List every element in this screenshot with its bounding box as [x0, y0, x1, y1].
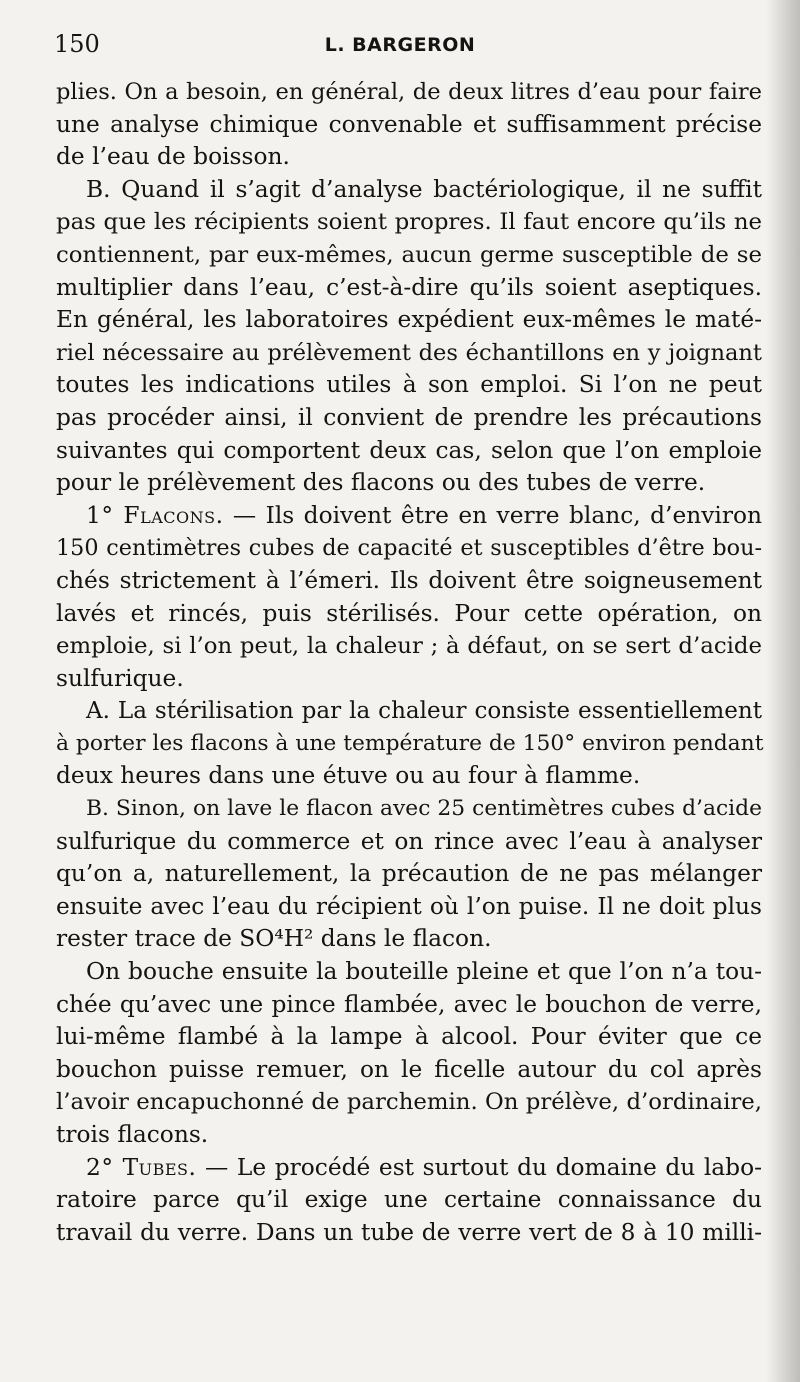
text-line: plies. On a besoin, en général, de deux litres d’eau pour faire	[56, 79, 762, 105]
text-line: On bouche ensuite la bouteille pleine et que l’on n’a tou-	[86, 958, 762, 986]
text-line: sulfurique du commerce et on rince avec l’eau à analyser	[56, 827, 762, 855]
running-title: L. BARGERON	[324, 34, 476, 56]
section-heading-flacons: 1° Flacons.	[86, 501, 224, 529]
text-line: pour le prélèvement des flacons ou des tubes de verre.	[56, 469, 706, 497]
text-line: travail du verre. Dans un tube de verre vert de 8 à 10 milli-	[56, 1218, 762, 1246]
text-line: B. Sinon, on lave le flacon avec 25 centimètres cubes d’acide	[86, 796, 762, 822]
text-line: emploie, si l’on peut, la chaleur ; à défaut, on se sert d’acide	[56, 633, 762, 660]
text-line: à porter les flacons à une température de 150° environ pendant	[56, 730, 764, 756]
text-line: A. La stérilisation par la chaleur consiste essentiellement	[86, 698, 762, 725]
text-line: contiennent, par eux-mêmes, aucun germe susceptible de se	[56, 241, 762, 268]
running-head	[0, 30, 800, 66]
text-line: chés strictement à l’émeri. Ils doivent être soigneusement	[56, 566, 762, 594]
text-line: En général, les laboratoires expédient eux-mêmes le maté-	[56, 306, 762, 334]
text-line: deux heures dans une étuve ou au four à flamme.	[56, 762, 641, 790]
text-line: qu’on a, naturellement, la précaution de ne pas mélanger	[56, 860, 762, 888]
text-line: lui-même flambé à la lampe à alcool. Pour éviter que ce	[56, 1023, 762, 1051]
text-line: 1° Flacons. — Ils doivent être en verre blanc, d’environ	[86, 501, 763, 529]
text-line: une analyse chimique convenable et suffisamment précise	[56, 110, 762, 138]
text-line: ensuite avec l’eau du récipient où l’on puise. Il ne doit plus	[56, 892, 762, 920]
text-line: sulfurique.	[56, 664, 184, 692]
text-line: de l’eau de boisson.	[56, 143, 290, 171]
section-heading-tubes: 2° Tubes.	[86, 1153, 197, 1181]
text-line: multiplier dans l’eau, c’est-à-dire qu’ils soient aseptiques.	[56, 273, 762, 301]
text-line: chée qu’avec une pince flambée, avec le bouchon de verre,	[56, 990, 762, 1018]
text-line: lavés et rincés, puis stérilisés. Pour cette opération, on	[56, 599, 762, 627]
page-number: 150	[54, 30, 100, 58]
text-line: 2° Tubes. — Le procédé est surtout du domaine du labo-	[86, 1153, 762, 1181]
text-line: toutes les indications utiles à son emploi. Si l’on ne peut	[56, 371, 762, 399]
text-line: pas procéder ainsi, il convient de prendre les précautions	[56, 403, 762, 431]
text-line: rester trace de SO⁴H² dans le flacon.	[56, 925, 492, 953]
text-line: bouchon puisse remuer, on le ficelle autour du col après	[56, 1055, 762, 1083]
text-line: B. Quand il s’agit d’analyse bactériologique, il ne suffit	[86, 175, 762, 203]
text-line: ratoire parce qu’il exige une certaine connaissance du	[56, 1186, 762, 1214]
text-line: suivantes qui comportent deux cas, selon que l’on emploie	[56, 436, 762, 464]
text-line: l’avoir encapuchonné de parchemin. On prélève, d’ordinaire,	[56, 1089, 762, 1116]
body-text	[56, 76, 762, 1249]
text-line: trois flacons.	[56, 1121, 209, 1148]
text-line: riel nécessaire au prélèvement des échantillons en y joignant	[56, 339, 762, 366]
text-line: pas que les récipients soient propres. Il faut encore qu’ils ne	[56, 209, 762, 236]
text-line: 150 centimètres cubes de capacité et susceptibles d’être bou-	[56, 535, 762, 562]
